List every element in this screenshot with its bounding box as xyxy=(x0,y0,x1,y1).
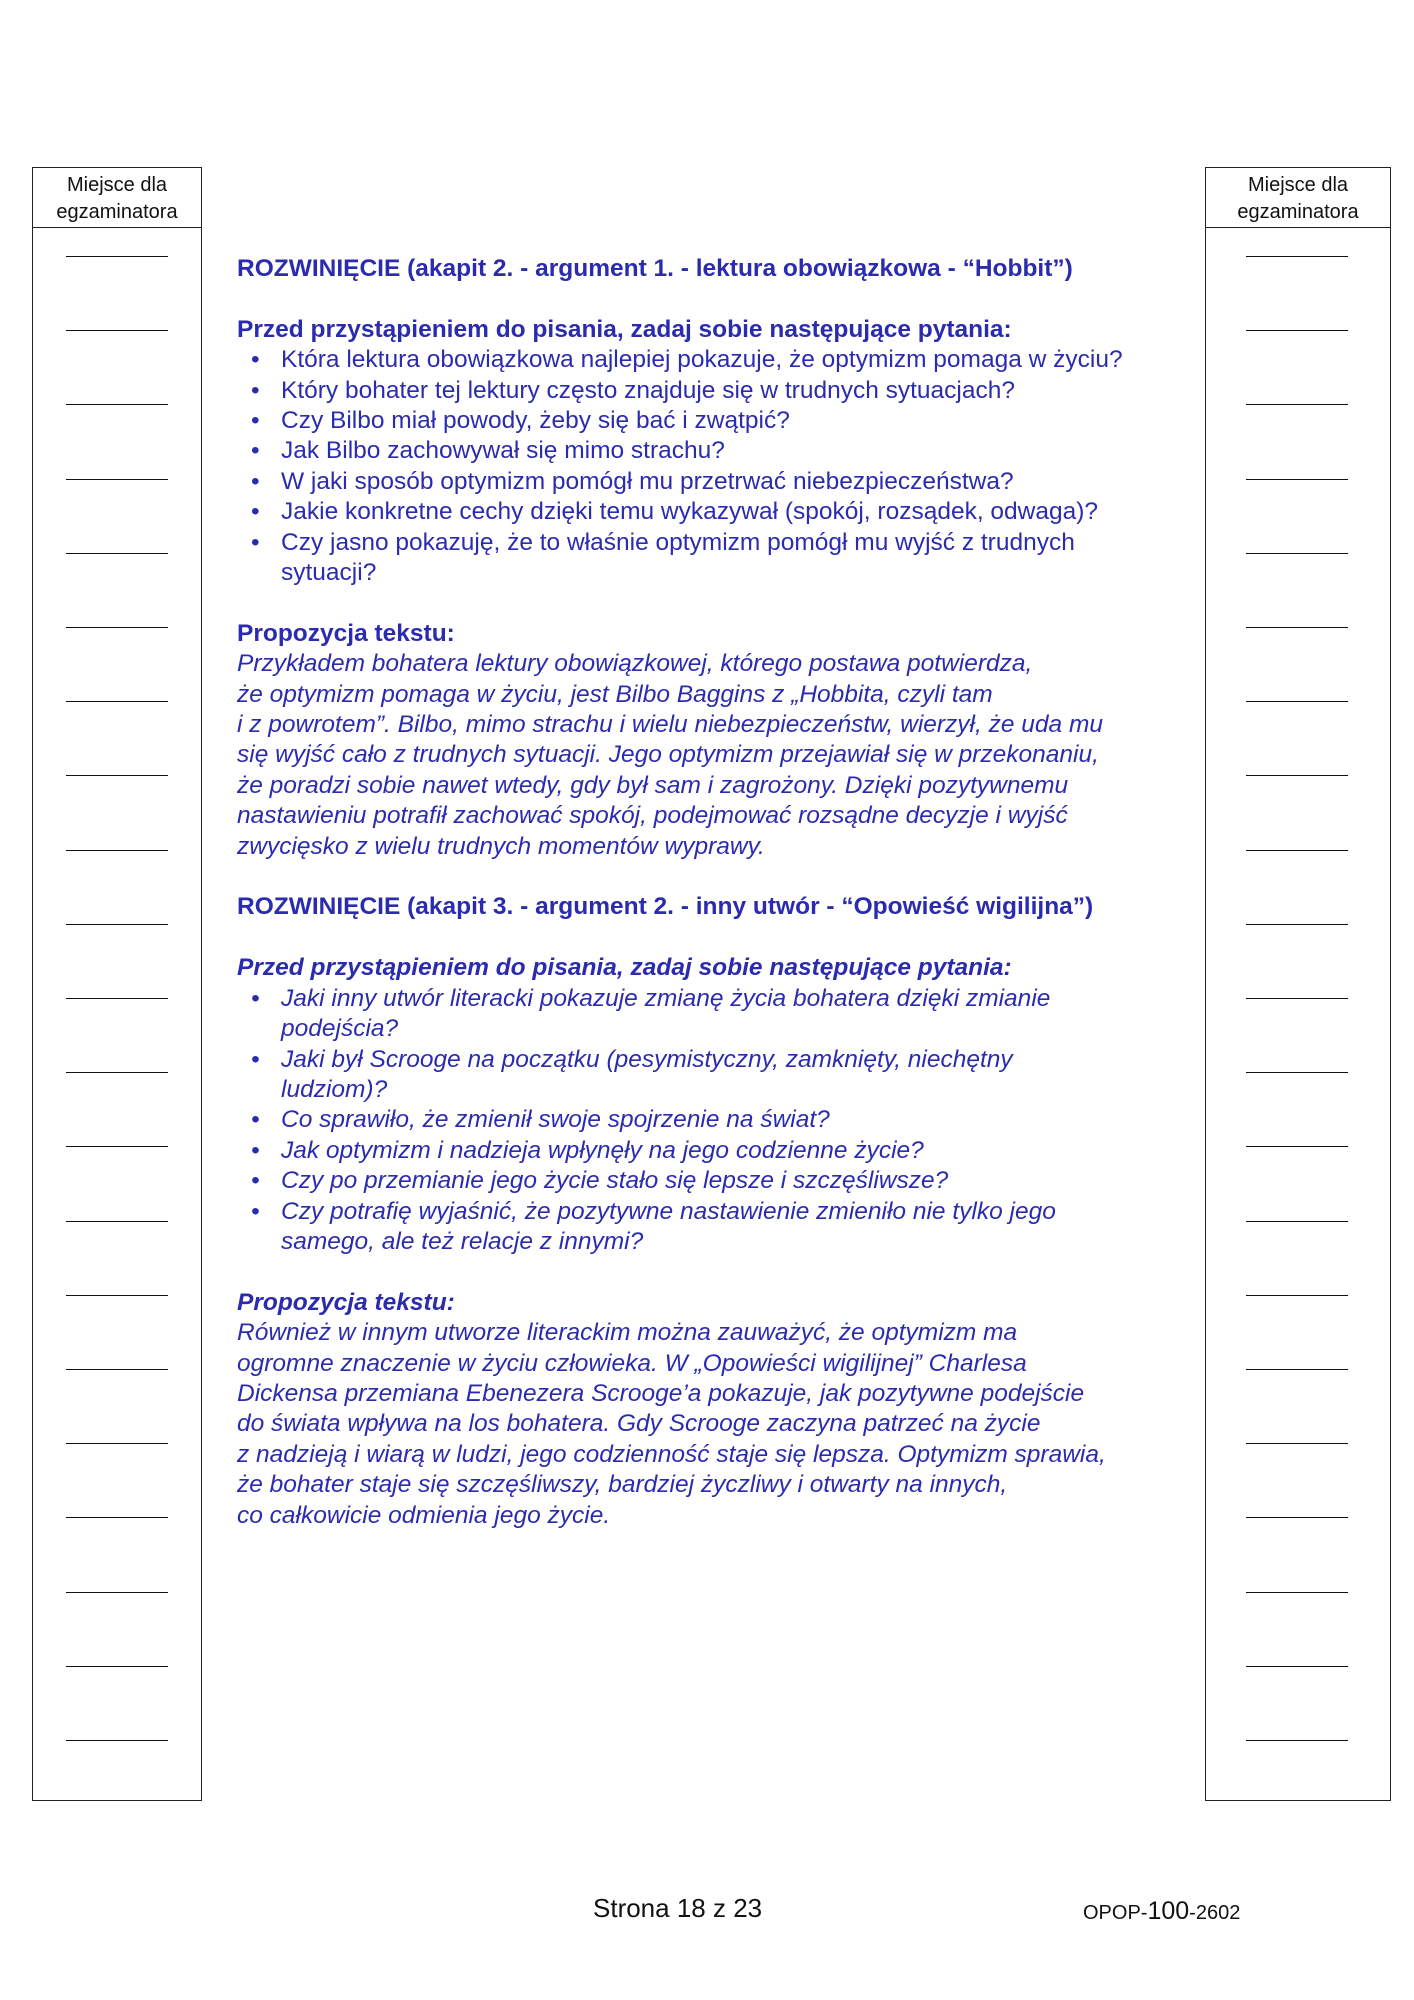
question-item: • Co sprawiło, że zmienił swoje spojrzenie na świat? xyxy=(281,1105,1197,1135)
score-line xyxy=(1246,404,1348,405)
proposal-line: Również w innym utworze literackim można zauważyć, że optymizm ma xyxy=(237,1319,1018,1347)
score-line xyxy=(1246,850,1348,851)
examiner-label-line2: egzaminatora xyxy=(1237,201,1359,223)
score-line xyxy=(66,1221,168,1222)
score-line xyxy=(66,850,168,851)
score-line xyxy=(66,924,168,925)
examiner-header-right xyxy=(1206,168,1390,228)
score-line xyxy=(1246,924,1348,925)
score-line xyxy=(66,1592,168,1593)
proposal-line: z nadzieją i wiarą w ludzi, jego codzienność staje się lepsza. Optymizm sprawia, xyxy=(237,1440,1106,1468)
examiner-label-line1: Miejsce dla xyxy=(1247,174,1349,196)
score-line xyxy=(1246,1072,1348,1073)
score-line xyxy=(1246,1221,1348,1222)
document-code xyxy=(1083,1897,1240,1926)
examiner-column-left xyxy=(32,167,202,1801)
score-line xyxy=(1246,479,1348,480)
code-prefix: OPOP- xyxy=(1083,1902,1148,1924)
section2-proposal-text xyxy=(237,1318,1197,1531)
score-line xyxy=(1246,998,1348,999)
question-item: • Czy Bilbo miał powody, żeby się bać i zwątpić? xyxy=(281,406,1197,436)
question-item: • Czy po przemianie jego życie stało się lepsze i szczęśliwsze? xyxy=(281,1166,1197,1196)
section2-proposal-title: Propozycja tekstu: xyxy=(237,1288,455,1316)
code-suffix: -2602 xyxy=(1189,1902,1241,1924)
score-line xyxy=(1246,553,1348,554)
section1-proposal-title: Propozycja tekstu: xyxy=(237,619,455,647)
score-line xyxy=(66,1369,168,1370)
proposal-line: Dickensa przemiana Ebenezera Scrooge’a pokazuje, jak pozytywne podejście xyxy=(237,1379,1085,1407)
section2-questions-title: Przed przystąpieniem do pisania, zadaj sobie następujące pytania: xyxy=(237,954,1012,982)
score-line xyxy=(66,1295,168,1296)
section1-questions-title: Przed przystąpieniem do pisania, zadaj sobie następujące pytania: xyxy=(237,315,1012,343)
score-line xyxy=(66,998,168,999)
score-line xyxy=(66,1443,168,1444)
score-line xyxy=(1246,1146,1348,1147)
score-line xyxy=(66,627,168,628)
score-line xyxy=(1246,1295,1348,1296)
proposal-line: co całkowicie odmienia jego życie. xyxy=(237,1501,611,1529)
score-line xyxy=(66,701,168,702)
score-line xyxy=(1246,701,1348,702)
section1-questions-list xyxy=(237,345,1197,588)
score-line xyxy=(1246,1443,1348,1444)
score-line xyxy=(66,775,168,776)
score-line xyxy=(1246,330,1348,331)
question-item: • Jak optymizm i nadzieja wpłynęły na jego codzienne życie? xyxy=(281,1136,1197,1166)
proposal-line: zwycięsko z wielu trudnych momentów wyprawy. xyxy=(237,832,765,860)
examiner-label-line2: egzaminatora xyxy=(56,201,178,223)
question-item: • Który bohater tej lektury często znajduje się w trudnych sytuacjach? xyxy=(281,376,1197,406)
section2-questions-list xyxy=(237,984,1197,1258)
proposal-line: że optymizm pomaga w życiu, jest Bilbo Baggins z „Hobbita, czyli tam xyxy=(237,680,993,708)
score-line xyxy=(66,553,168,554)
main-content xyxy=(237,254,1197,1531)
proposal-line: Przykładem bohatera lektury obowiązkowej, którego postawa potwierdza, xyxy=(237,650,1033,678)
score-line xyxy=(1246,256,1348,257)
proposal-line: się wyjść cało z trudnych sytuacji. Jego optymizm przejawiał się w przekonaniu, xyxy=(237,741,1099,769)
score-line xyxy=(66,256,168,257)
score-line xyxy=(1246,775,1348,776)
code-main: 100 xyxy=(1147,1897,1190,1925)
examiner-header-left xyxy=(33,168,201,228)
question-item: • W jaki sposób optymizm pomógł mu przetrwać niebezpieczeństwa? xyxy=(281,467,1197,497)
question-item: • Jakie konkretne cechy dzięki temu wykazywał (spokój, rozsądek, odwaga)? xyxy=(281,497,1197,527)
proposal-line: i z powrotem”. Bilbo, mimo strachu i wielu niebezpieczeństw, wierzył, że uda mu xyxy=(237,711,1104,739)
score-line xyxy=(1246,1369,1348,1370)
section1-heading: ROZWINIĘCIE (akapit 2. - argument 1. - lektura obowiązkowa - “Hobbit”) xyxy=(237,255,1073,282)
score-line xyxy=(66,479,168,480)
score-line xyxy=(66,1517,168,1518)
question-item: • Jaki inny utwór literacki pokazuje zmianę życia bohatera dzięki zmianie podejścia? xyxy=(281,984,1131,1045)
score-line xyxy=(66,404,168,405)
question-item: • Czy potrafię wyjaśnić, że pozytywne nastawienie zmieniło nie tylko jego samego, ale też relacje z innymi? xyxy=(281,1197,1131,1258)
score-line xyxy=(66,330,168,331)
score-line xyxy=(1246,627,1348,628)
examiner-label-line1: Miejsce dla xyxy=(66,174,168,196)
question-item: • Jaki był Scrooge na początku (pesymistyczny, zamknięty, niechętny ludziom)? xyxy=(281,1045,1101,1106)
section2-heading: ROZWINIĘCIE (akapit 3. - argument 2. - inny utwór - “Opowieść wigilijna”) xyxy=(237,893,1094,921)
question-item: • Jak Bilbo zachowywał się mimo strachu? xyxy=(281,436,1197,466)
proposal-line: ogromne znaczenie w życiu człowieka. W „Opowieści wigilijnej” Charlesa xyxy=(237,1349,1027,1377)
question-item: • Czy jasno pokazuję, że to właśnie optymizm pomógł mu wyjść z trudnych sytuacji? xyxy=(281,528,1161,589)
score-line xyxy=(66,1666,168,1667)
examiner-column-right xyxy=(1205,167,1391,1801)
score-line xyxy=(1246,1517,1348,1518)
proposal-line: nastawieniu potrafił zachować spokój, podejmować rozsądne decyzje i wyjść xyxy=(237,802,1068,830)
score-line xyxy=(66,1740,168,1741)
score-line xyxy=(66,1072,168,1073)
score-line xyxy=(1246,1666,1348,1667)
section1-proposal-text xyxy=(237,649,1197,862)
score-line xyxy=(66,1146,168,1147)
proposal-line: że poradzi sobie nawet wtedy, gdy był sam i zagrożony. Dzięki pozytywnemu xyxy=(237,771,1069,799)
page-number: Strona 18 z 23 xyxy=(593,1893,763,1923)
proposal-line: że bohater staje się szczęśliwszy, bardziej życzliwy i otwarty na innych, xyxy=(237,1471,1008,1499)
score-line xyxy=(1246,1592,1348,1593)
score-line xyxy=(1246,1740,1348,1741)
question-item: • Która lektura obowiązkowa najlepiej pokazuje, że optymizm pomaga w życiu? xyxy=(281,345,1131,375)
proposal-line: do świata wpływa na los bohatera. Gdy Scrooge zaczyna patrzeć na życie xyxy=(237,1410,1041,1438)
